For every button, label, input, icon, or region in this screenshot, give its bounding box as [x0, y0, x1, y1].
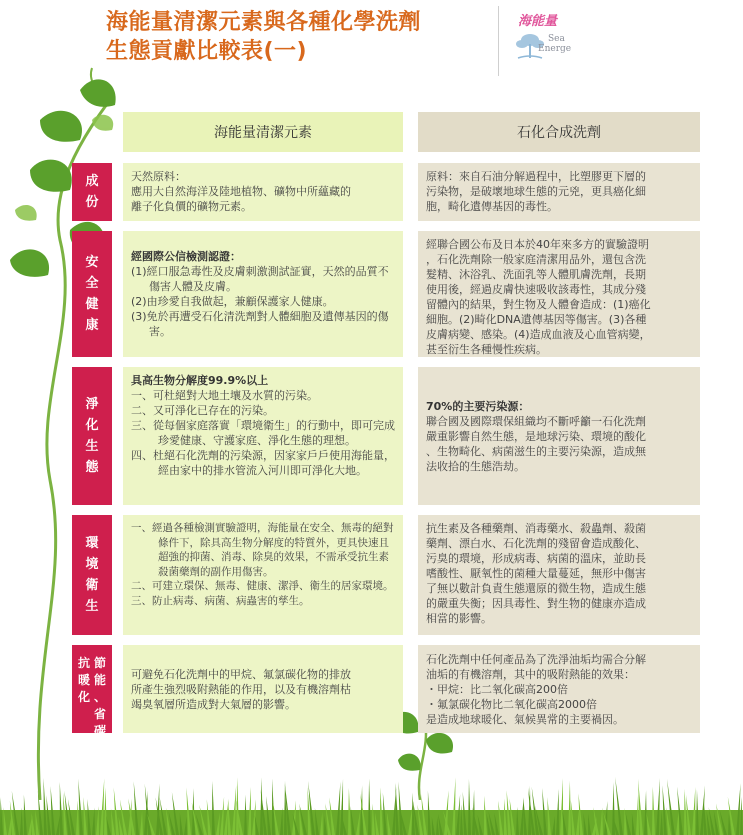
text-line: 甚至衍生各種慢性疾病。 [426, 343, 547, 356]
ingredients-petrochemical [418, 163, 700, 221]
grass-blade [236, 777, 239, 835]
grass-blade [560, 778, 563, 835]
list-item: 二、可建立環保、無毒、健康、潔淨、衛生的居家環境。 [131, 580, 394, 592]
text-line: 聯合國及國際環保組織均不斷呼籲一石化洗劑 [426, 414, 646, 428]
text-line: 是造成地球暖化、氣候異常的主要禍因。 [426, 712, 624, 726]
text-line: 胞，畸化遺傳基因的毒性。 [426, 200, 558, 213]
logo-sea: Sea [548, 34, 565, 44]
list-item: 三、防止病毒、病菌、病蟲害的孳生。 [131, 594, 310, 607]
warming-petrochemical [418, 645, 700, 733]
row-label-char: 衛 [85, 578, 99, 593]
grass-blade [468, 779, 471, 835]
text-line: 藥劑、漂白水、石化洗劑的殘留會造成酸化、 [426, 537, 646, 550]
grass-blade [340, 779, 343, 835]
text-line: 可避免石化洗劑中的甲烷、氟氯碳化物的排放 [131, 667, 351, 681]
row-label-char: 全 [85, 276, 99, 291]
column-header-sea-energy: 海能量清潔元素 [123, 112, 403, 152]
text-line: 原料：來自石油分解過程中，比塑膠更下層的 [426, 170, 646, 183]
row-label-char: 能 [94, 673, 107, 687]
text-line: 天然原料： [131, 170, 186, 183]
grass-decoration [0, 770, 743, 835]
text-line: 使用後，經過皮膚快速吸收該毒性，其成分殘 [426, 283, 646, 296]
text-line: 留體內的結果，對生物及人體會造成：(1)癌化 [426, 298, 651, 311]
text-line: 所產生強烈吸附熱能的作用，以及有機溶劑枯 [131, 682, 351, 696]
purify-sea-energy [123, 367, 403, 505]
text-line: 細胞。(2)畸化DNA遺傳基因等傷害。(3)各種 [426, 313, 647, 326]
title-line-2: 生態貢獻比較表(一) [106, 39, 308, 64]
text-line: 的嚴重失衡；因具毒性、對生物的健康亦造成 [426, 597, 646, 610]
grass-blade [612, 782, 615, 835]
title-line-1: 海能量清潔元素與各種化學洗劑 [106, 10, 422, 35]
text-line: ，石化洗劑除一般家庭清潔用品外，還包含洗 [426, 253, 646, 266]
row-label-char: 抗 [77, 656, 90, 670]
text-line: 法收拾的生態浩劫。 [426, 459, 525, 473]
row-label-char: 省 [94, 707, 107, 721]
list-item: (2)由珍愛自我做起，兼顧保護家人健康。 [131, 295, 334, 308]
page-title [106, 8, 498, 66]
row-label-safety-health [72, 231, 112, 357]
text-line: 離子化負價的礦物元素。 [131, 200, 252, 213]
text-line: 髮精、沐浴乳、洗面乳等人體肌膚洗劑，長期 [426, 268, 646, 281]
list-item: (3)免於再遭受石化清洗劑對人體細胞及遺傳基因的傷害。 [131, 310, 389, 338]
row-label-char: 環 [85, 536, 99, 551]
text-line: 污臭的環境，形成病毒、病菌的溫床，並助長 [426, 552, 646, 565]
hygiene-petrochemical [418, 515, 700, 635]
list-item: 一、經過各種檢測實驗證明，海能量在安全、無毒的絕對條件下，除具高生物分解度的特質外，更具快速且超強的抑菌、消毒、除臭的效果，不需承受抗生素殺菌藥劑的副作用傷害。 [131, 522, 394, 578]
logo-energe: Energe [538, 44, 572, 54]
row-label-char: 淨 [85, 397, 99, 412]
safety-petrochemical [418, 231, 700, 357]
list-item: 二、又可淨化已存在的污染。 [131, 404, 274, 417]
row-label-char: 生 [85, 439, 99, 454]
ingredients-sea-energy [123, 163, 403, 221]
safety-sea-energy [123, 231, 403, 357]
row-label-char: 康 [85, 318, 99, 333]
row-label-purify-ecology [72, 367, 112, 505]
row-label-char: 碳 [94, 724, 107, 738]
text-line: 應用大自然海洋及陸地植物、礦物中所蘊藏的 [131, 185, 351, 198]
row-label-char: 態 [85, 460, 99, 475]
list-item: 三、從每個家庭落實「環境衛生」的行動中，即可完成珍愛健康、守護家庭、淨化生態的理想。 [131, 419, 395, 447]
row-label-char: 化 [85, 418, 99, 433]
text-line: 嚴重影響自然生態，是地球污染、環境的酸化 [426, 429, 646, 443]
label-column-energy-saving [94, 655, 106, 740]
row-label-environmental-hygiene [72, 515, 112, 635]
grass-blade [43, 778, 47, 835]
warming-sea-energy [123, 645, 403, 733]
text-line: 抗生素及各種藥劑、消毒藥水、殺蟲劑、殺菌 [426, 522, 646, 535]
sea-energe-logo [508, 10, 580, 70]
logo-script: 海能量 [518, 14, 558, 29]
row-label-char: 健 [85, 297, 99, 312]
text-line: 竭臭氧層所造成對大氣層的影響。 [131, 697, 296, 711]
list-item: (1)經口服急毒性及皮膚刺激測試証實，天然的品質不傷害人體及皮膚。 [131, 265, 389, 293]
row-label-char: 生 [85, 599, 99, 614]
title-divider [498, 6, 499, 76]
row-label-char: 境 [85, 557, 99, 572]
row-label-char: 成 [85, 174, 99, 189]
text-line: 嗜酸性、厭氧性的菌種大量蔓延，無形中傷害 [426, 567, 646, 580]
column-header-petrochemical: 石化合成洗劑 [418, 112, 700, 152]
list-item: 四、杜絕石化洗劑的污染源，因家家戶戶使用海能量，經由家中的排水管流入河川即可淨化大地。 [131, 449, 395, 477]
text-line: 、生物畸化、病菌滋生的主要污染源，造成無 [426, 444, 646, 458]
row-label-char: 、 [94, 690, 107, 704]
text-line: 了無以數計負責生態還原的微生物，造成生態 [426, 582, 646, 595]
list-item: 一、可杜絕對大地土壤及水質的污染。 [131, 389, 318, 402]
text-line: 石化洗劑中任何產品為了洗淨油垢均需合分解 [426, 652, 646, 666]
row-label-char: 安 [85, 255, 99, 270]
grass-blade [212, 781, 215, 835]
label-column-anti-warming [78, 655, 90, 706]
text-line: 污染物，是破壞地球生態的元兇，更具癌化細 [426, 185, 646, 198]
text-line: ・氟氯碳化物比二氧化碳高2000倍 [426, 697, 597, 711]
grass-blade [368, 779, 371, 835]
text-line: 經聯合國公布及日本於40年來多方的實驗證明 [426, 238, 649, 251]
text-line: 相當的影響。 [426, 612, 492, 625]
row-label-char: 份 [85, 195, 99, 210]
text-line: ・甲烷：比二氧化碳高200倍 [426, 682, 568, 696]
grass-blade [568, 781, 571, 835]
text-line: 油垢的有機溶劑，其中的吸附熱能的效果： [426, 667, 635, 681]
row-label-char: 化 [77, 690, 90, 704]
text-line: 皮膚病變、感染。(4)造成血液及心血管病變， [426, 328, 651, 341]
row-label-char: 節 [94, 656, 107, 670]
row-label-ingredients [72, 163, 112, 221]
cell-heading: 經國際公信檢測認證： [131, 250, 241, 263]
row-label-char: 暖 [77, 673, 90, 687]
cell-heading: 具高生物分解度99.9%以上 [131, 374, 269, 387]
purify-petrochemical [418, 367, 700, 505]
hygiene-sea-energy [123, 515, 403, 635]
cell-heading: 70%的主要污染源： [426, 399, 530, 413]
row-label-anti-warming-energy-saving [72, 645, 112, 738]
